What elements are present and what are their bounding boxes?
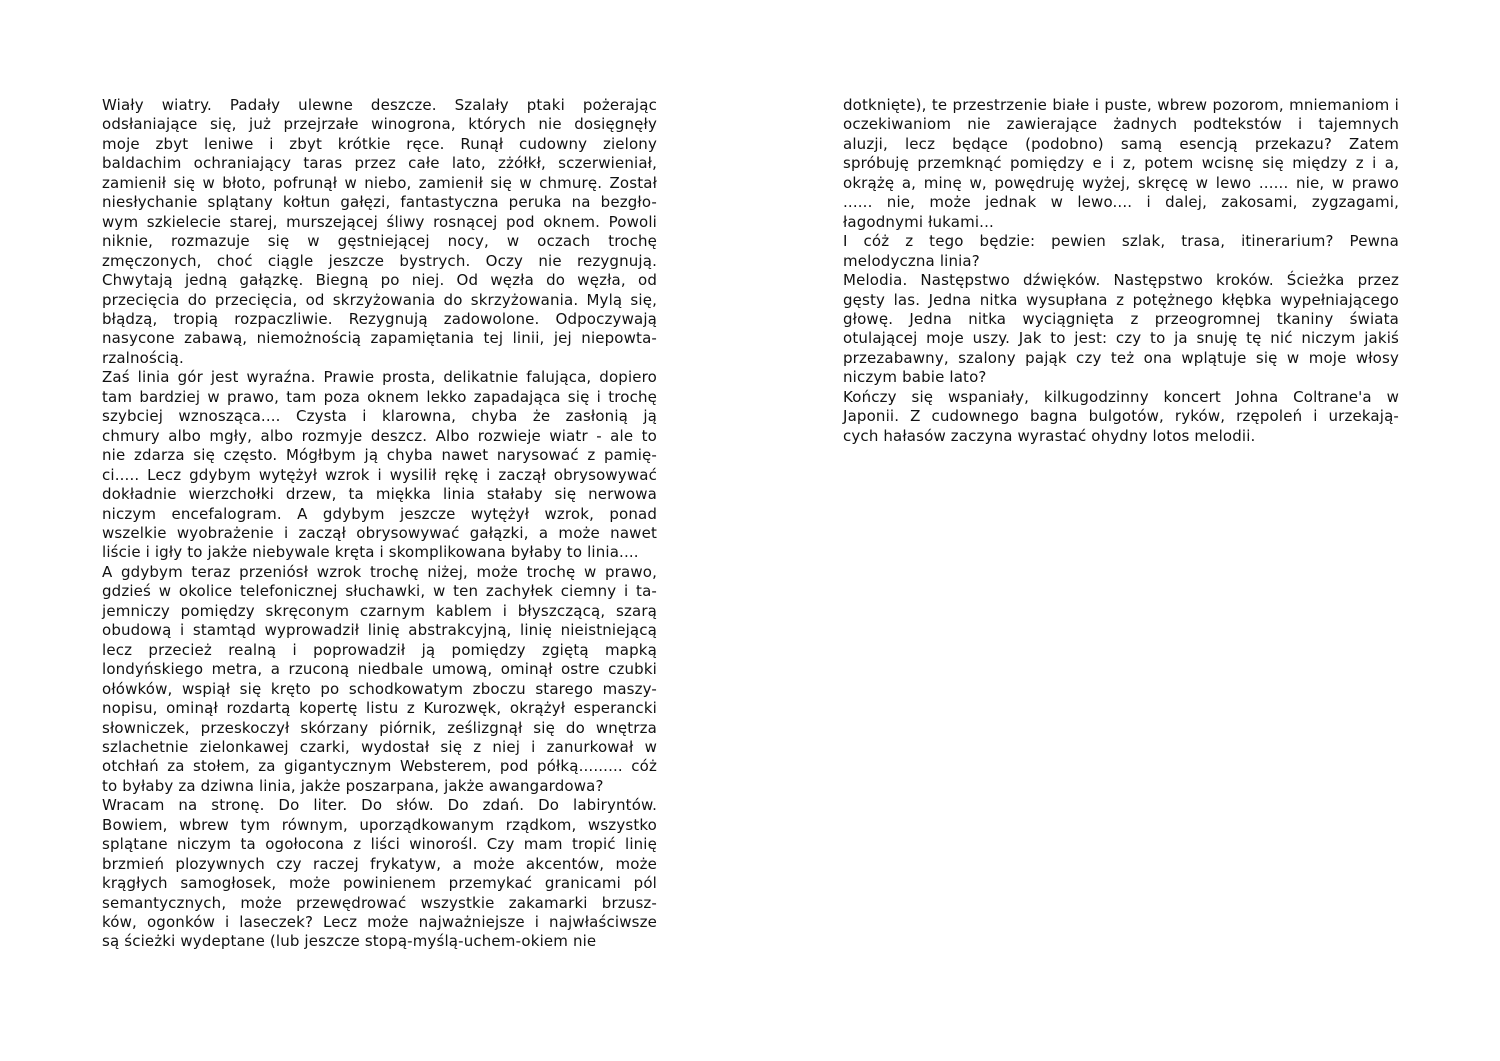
text-line: Melodia. Następstwo dźwięków. Następstwo kroków. Ścieżka przez [843,271,1399,290]
text-line: przecięcia do przecięcia, od skrzyżowania do skrzyżowania. Mylą się, [102,290,657,309]
text-line: wym szkielecie starej, murszejącej śliwy rosnącej pod oknem. Powoli [102,212,657,231]
text-line: nie zdarza się często. Mógłbym ją chyba nawet narysować z pamię- [102,446,657,465]
text-line: są ścieżki wydeptane (lub jeszcze stopą-myślą-uchem-okiem nie [102,932,597,951]
text-line: szlachetnie zielonkawej czarki, wydostał się z niej i zanurkował w [102,737,657,756]
right-page-text [843,96,1399,446]
text-line: ołówków, wspiął się kręto po schodkowatym zboczu starego maszy- [102,679,657,698]
text-line: słowniczek, przeskoczył skórzany piórnik, ześlizgnął się do wnętrza [102,718,657,737]
text-line: Wiały wiatry. Padały ulewne deszcze. Szalały ptaki pożerając [102,96,657,114]
text-line: ków, ogonków i laseczek? Lecz może najważniejsze i najwłaściwsze [102,913,657,932]
text-line: przezabawny, szalony pająk czy też ona wplątuje się w moje włosy [843,348,1399,367]
text-line: odsłaniające się, już przejrzałe winogrona, których nie dosięgnęły [102,115,657,134]
text-line: I cóż z tego będzie: pewien szlak, trasa, itinerarium? Pewna [843,232,1399,251]
text-line: Kończy się wspaniały, kilkugodzinny koncert Johna Coltrane'a w [843,387,1399,406]
text-line: splątane niczym ta ogołocona z liści winorośl. Czy mam tropić linię [102,835,657,854]
text-line: otulającej moje uszy. Jak to jest: czy to ja snuję tę nić niczym jakiś [843,329,1399,348]
text-line: nopisu, ominął rozdartą kopertę listu z Kurozwęk, okrążył esperancki [102,699,657,718]
text-line: zmęczonych, choć ciągle jeszcze bystrych. Oczy nie rezygnują. [102,251,657,270]
text-line: aluzji, lecz będące (podobno) samą esencją przekazu? Zatem [843,134,1399,153]
text-line: cych hałasów zaczyna wyrastać ohydny lotos melodii. [843,426,1256,445]
text-line: londyńskiego metra, a rzuconą niedbale umową, ominął ostre czubki [102,660,657,679]
text-line: dokładnie wierzchołki drzew, ta miękka linia stałaby się nerwowa [102,485,657,504]
text-line: zamienił się w błoto, pofrunął w niebo, zamienił się w chmurę. Został [102,173,657,192]
text-line: błądzą, tropią rozpaczliwie. Rezygnują zadowolone. Odpoczywają [102,309,657,328]
text-line: brzmień plozywnych czy raczej frykatyw, a może akcentów, może [102,854,657,873]
text-line: liście i igły to jakże niebywale kręta i skomplikowana byłaby to linia.... [102,543,639,562]
text-line: niknie, rozmazuje się w gęstniejącej nocy, w oczach trochę [102,232,657,251]
text-line: semantycznych, może przewędrować wszystkie zakamarki brzusz- [102,893,657,912]
text-line: wszelkie wyobrażenie i zaczął obrysowywać gałązki, a może nawet [102,523,657,542]
text-line: niczym babie lato? [843,368,987,387]
text-line: A gdybym teraz przeniósł wzrok trochę niżej, może trochę w prawo, [102,562,657,581]
text-line: oczekiwaniom nie zawierające żadnych podtekstów i tajemnych [843,115,1399,134]
text-line: ...... nie, może jednak w lewo.... i dalej, zakosami, zygzagami, [843,193,1399,212]
text-line: niesłychanie splątany kołtun gałęzi, fantastyczna peruka na bezgło- [102,193,657,212]
text-line: moje zbyt leniwe i zbyt krótkie ręce. Runął cudowny zielony [102,134,657,153]
text-line: jemniczy pomiędzy skręconym czarnym kablem i błyszczącą, szarą [102,601,657,620]
text-line: Chwytają jedną gałązkę. Biegną po niej. Od węzła do węzła, od [102,271,657,290]
text-line: głowę. Jedna nitka wyciągnięta z przeogromnej tkaniny świata [843,309,1399,328]
text-line: dotknięte), te przestrzenie białe i puste, wbrew pozorom, mniemaniom i [843,96,1399,114]
text-line: gęsty las. Jedna nitka wysupłana z potężnego kłębka wypełniającego [843,290,1399,309]
text-line: rzalnością. [102,348,184,367]
left-page-text [102,96,657,952]
text-line: lecz przecież realną i poprowadził ją pomiędzy zgiętą mapką [102,640,657,659]
text-line: melodyczna linia? [843,251,980,270]
text-line: otchłań za stołem, za gigantycznym Websterem, pod półką......... cóż [102,757,657,776]
text-line: łagodnymi łukami... [843,212,994,231]
text-line: krągłych samogłosek, może powinienem przemykać granicami pól [102,874,657,893]
text-line: nasycone zabawą, niemożnością zapamiętania tej linii, jej niepowta- [102,329,657,348]
text-line: tam bardziej w prawo, tam poza oknem lekko zapadająca się i trochę [102,387,657,406]
text-line: Bowiem, wbrew tym równym, uporządkowanym rządkom, wszystko [102,815,657,834]
text-line: Zaś linia gór jest wyraźna. Prawie prosta, delikatnie falująca, dopiero [102,368,657,387]
text-line: ci..... Lecz gdybym wytężył wzrok i wysilił rękę i zaczął obrysowywać [102,465,657,484]
text-line: gdzieś w okolice telefonicznej słuchawki, w ten zachyłek ciemny i ta- [102,582,657,601]
text-line: chmury albo mgły, albo rozmyje deszcz. Albo rozwieje wiatr - ale to [102,426,657,445]
text-line: niczym encefalogram. A gdybym jeszcze wytężył wzrok, ponad [102,504,657,523]
text-line: spróbuję przemknąć pomiędzy e i z, potem wcisnę się między z i a, [843,154,1399,173]
text-line: okrążę a, minę w, powędruję wyżej, skręcę w lewo ...... nie, w prawo [843,173,1399,192]
text-line: szybciej wznosząca.... Czysta i klarowna, chyba że zasłonią ją [102,407,657,426]
text-line: obudową i stamtąd wyprowadził linię abstrakcyjną, linię nieistniejącą [102,621,657,640]
text-line: baldachim ochraniający taras przez całe lato, zżółkł, sczerwieniał, [102,154,657,173]
text-line: to byłaby za dziwna linia, jakże poszarpana, jakże awangardowa? [102,776,604,795]
text-line: Wracam na stronę. Do liter. Do słów. Do zdań. Do labiryntów. [102,796,657,815]
text-line: Japonii. Z cudownego bagna bulgotów, ryków, rzępoleń i urzekają- [843,407,1399,426]
